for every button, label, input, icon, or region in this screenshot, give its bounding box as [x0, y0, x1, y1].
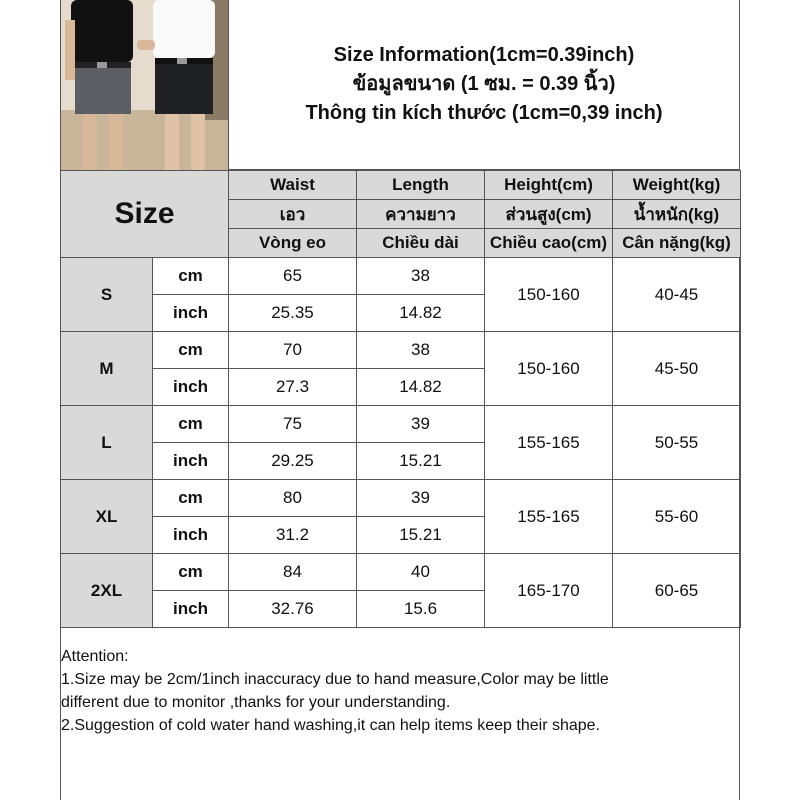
- size-column-header: Size: [61, 171, 229, 258]
- length-cell: 39: [357, 406, 485, 443]
- waist-cell: 29.25: [229, 443, 357, 480]
- col-header-waist-vi: Vòng eo: [229, 229, 357, 258]
- size-label: L: [61, 406, 153, 480]
- waist-cell: 32.76: [229, 591, 357, 628]
- col-header-height-th: ส่วนสูง(cm): [485, 200, 613, 229]
- col-header-length-th: ความยาว: [357, 200, 485, 229]
- unit-label: cm: [153, 406, 229, 443]
- size-label: M: [61, 332, 153, 406]
- length-cell: 38: [357, 258, 485, 295]
- col-header-waist-th: เอว: [229, 200, 357, 229]
- length-cell: 14.82: [357, 295, 485, 332]
- waist-cell: 70: [229, 332, 357, 369]
- table-row: [61, 480, 741, 517]
- table-row: [61, 258, 741, 295]
- product-photo-illustration: [61, 0, 228, 170]
- size-label: XL: [61, 480, 153, 554]
- size-chart-table: [60, 170, 741, 628]
- notes-line-2: 2.Suggestion of cold water hand washing,it can help items keep their shape.: [61, 717, 600, 734]
- length-cell: 40: [357, 554, 485, 591]
- height-cell: 150-160: [485, 332, 613, 406]
- length-cell: 15.21: [357, 443, 485, 480]
- waist-cell: 65: [229, 258, 357, 295]
- length-cell: 15.6: [357, 591, 485, 628]
- size-label: S: [61, 258, 153, 332]
- product-photo: [61, 0, 228, 170]
- height-cell: 155-165: [485, 480, 613, 554]
- waist-cell: 80: [229, 480, 357, 517]
- unit-label: cm: [153, 480, 229, 517]
- weight-cell: 50-55: [613, 406, 741, 480]
- table-row: [61, 332, 741, 369]
- unit-label: inch: [153, 517, 229, 554]
- length-cell: 39: [357, 480, 485, 517]
- unit-label: inch: [153, 443, 229, 480]
- unit-label: cm: [153, 258, 229, 295]
- unit-label: cm: [153, 332, 229, 369]
- length-cell: 14.82: [357, 369, 485, 406]
- col-header-weight-en: Weight(kg): [613, 171, 741, 200]
- header-title-english: Size Information(1cm=0.39inch): [333, 44, 635, 66]
- weight-cell: 60-65: [613, 554, 741, 628]
- height-cell: 165-170: [485, 554, 613, 628]
- col-header-weight-vi: Cân nặng(kg): [613, 229, 741, 258]
- waist-cell: 75: [229, 406, 357, 443]
- waist-cell: 84: [229, 554, 357, 591]
- unit-label: inch: [153, 591, 229, 628]
- col-header-height-en: Height(cm): [485, 171, 613, 200]
- col-header-length-en: Length: [357, 171, 485, 200]
- height-cell: 150-160: [485, 258, 613, 332]
- weight-cell: 55-60: [613, 480, 741, 554]
- length-cell: 38: [357, 332, 485, 369]
- header-title-thai: ข้อมูลขนาด (1 ซม. = 0.39 นิ้ว): [352, 73, 616, 95]
- table-row: [61, 554, 741, 591]
- size-information-header: [228, 0, 739, 170]
- unit-label: inch: [153, 295, 229, 332]
- weight-cell: 40-45: [613, 258, 741, 332]
- col-header-length-vi: Chiều dài: [357, 229, 485, 258]
- header-row-english: [61, 171, 741, 200]
- height-cell: 155-165: [485, 406, 613, 480]
- notes-title: Attention:: [61, 648, 129, 665]
- waist-cell: 25.35: [229, 295, 357, 332]
- unit-label: cm: [153, 554, 229, 591]
- weight-cell: 45-50: [613, 332, 741, 406]
- waist-cell: 31.2: [229, 517, 357, 554]
- waist-cell: 27.3: [229, 369, 357, 406]
- header-title-vietnamese: Thông tin kích thước (1cm=0,39 inch): [305, 102, 663, 124]
- length-cell: 15.21: [357, 517, 485, 554]
- col-header-weight-th: น้ำหนัก(kg): [613, 200, 741, 229]
- unit-label: inch: [153, 369, 229, 406]
- col-header-waist-en: Waist: [229, 171, 357, 200]
- table-row: [61, 406, 741, 443]
- attention-notes: [61, 645, 737, 737]
- notes-line-1: 1.Size may be 2cm/1inch inaccuracy due to hand measure,Color may be little different due to monitor ,thanks for your understanding.: [61, 671, 609, 711]
- col-header-height-vi: Chiều cao(cm): [485, 229, 613, 258]
- size-label: 2XL: [61, 554, 153, 628]
